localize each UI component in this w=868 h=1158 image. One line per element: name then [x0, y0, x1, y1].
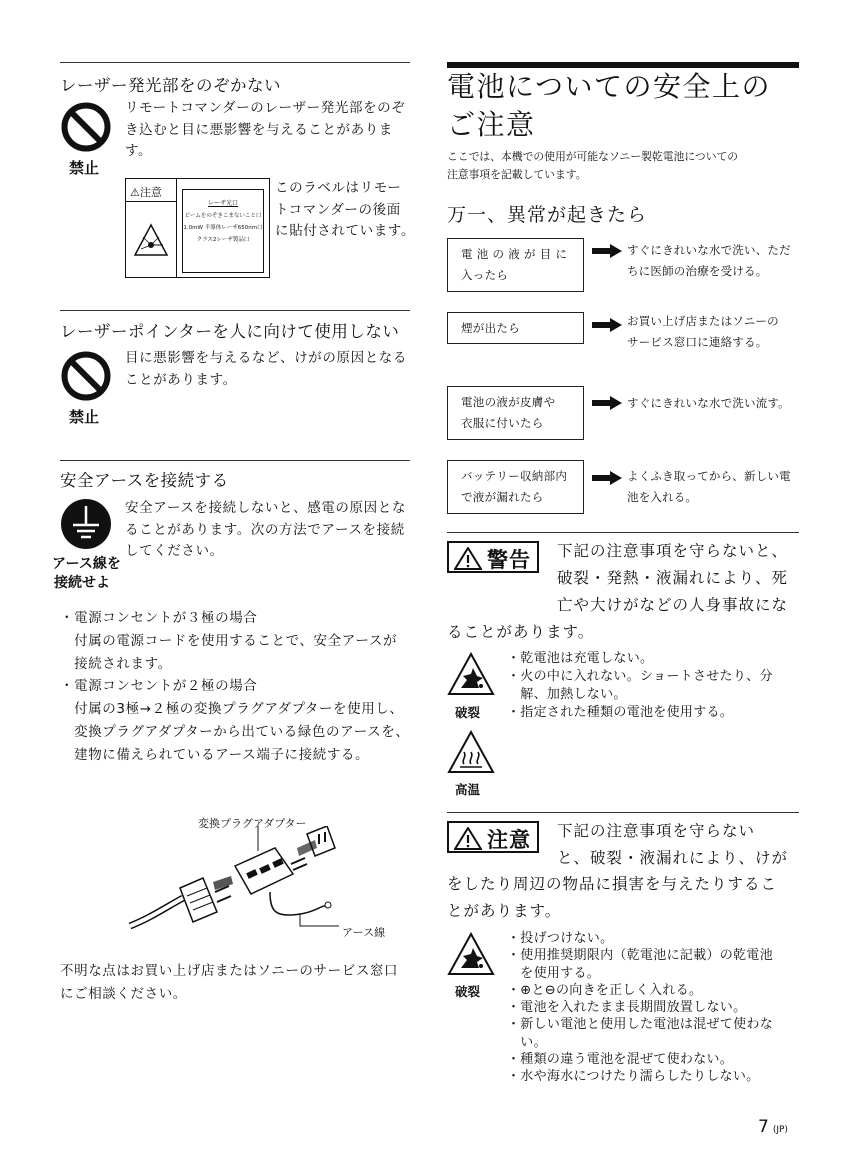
situation-box: バッテリー収納部内 で液が漏れたら: [447, 460, 584, 514]
action-text: お買い上げ店またはソニーの サービス窓口に連絡する。: [627, 314, 779, 349]
ground-icon: [60, 498, 112, 550]
laser-pointer-body: 目に悪影響を与えるなど、けがの原因となる ことがあります。: [125, 350, 407, 388]
section-title-ground: 安全アースを接続する: [60, 471, 229, 490]
action-text: よくふき取ってから、新しい電 池を入れる。: [627, 469, 791, 504]
emergency-title: 万一、異常が起きたら: [447, 204, 648, 226]
explosion-label: 破裂: [455, 705, 481, 720]
section-rule: [447, 812, 799, 813]
caution-items: ・投げつけない。 ・使用推奨期限内（乾電池に記載）の乾電池 を使用する。 ・⊕と⊖の向きを正しく入れる。 ・電池を入れたまま長期間放置しない。 ・新しい電池と使用した電池は混ぜて使わな い。 ・種類の違う電池を混ぜて使わない。 ・水や海水につけたり濡らしたりしない。: [507, 931, 774, 1085]
situation-box: 電池の液が皮膚や 衣服に付いたら: [447, 386, 584, 440]
label-note: このラベルはリモー トコマンダーの後面 に貼付されています。: [275, 180, 415, 239]
label-card: レーザ光口 ビームをのぞきこまないこと口 1.0mW 半導体レーザ650nm口 クラス2レーザ製品口: [182, 189, 264, 273]
action-text: すぐにきれいな水で洗い流す。: [627, 396, 790, 410]
warning-badge: 警告: [447, 541, 539, 573]
arrow-right-icon: [592, 244, 622, 258]
explosion-label: 破裂: [455, 984, 481, 999]
figure-label-ground-wire: アース線: [342, 926, 386, 939]
situation-box: 煙が出たら: [447, 312, 584, 344]
laser-warning-label: [125, 178, 270, 278]
section-title-laser-pointer: レーザーポインターを人に向けて使用しない: [60, 322, 400, 341]
section-rule: [60, 62, 410, 63]
prohibit-label: 禁止: [69, 408, 100, 426]
page-heading: 電池についての安全上の ご注意: [447, 70, 771, 141]
arrow-right-icon: [592, 318, 622, 332]
section-title-laser-emitter: レーザー発光部をのぞかない: [60, 76, 281, 95]
figure-label-adapter: 変換プラグアダプター: [198, 817, 307, 830]
ground-instructions: ・電源コンセントが３極の場合 付属の電源コードを使用することで、安全アースが 接続されます。 ・電源コンセントが２極の場合 付属の3極→２極の変換プラグアダプターを使用し、 変換プラグアダプターから出ている緑色のアースを、 建物に備えられているアース端子に接続する。: [60, 610, 410, 763]
contact-note: 不明な点はお買い上げ店またはソニーのサービス窓口 にご相談ください。: [60, 963, 399, 1002]
warning-text: 下記の注意事項を守らないと、 破裂・発熱・液漏れにより、死 亡や大けがなどの人身事故にな ることがあります。: [447, 542, 789, 641]
prohibition-icon: [60, 350, 112, 402]
action-text: すぐにきれいな水で洗い、ただ ちに医師の治療を受ける。: [627, 243, 791, 278]
explosion-warning-icon: [447, 932, 495, 976]
laser-emitter-body: リモートコマンダーのレーザー発光部をのぞ き込むと目に悪影響を与えることがありま す。: [125, 100, 406, 159]
section-rule: [447, 532, 799, 533]
situation-box: 電 池 の 液 が 目 に 入ったら: [447, 238, 584, 292]
ground-body: 安全アースを接続しないと、感電の原因とな ることがあります。次の方法でアースを接続 してください。: [125, 500, 406, 559]
arrow-right-icon: [592, 471, 622, 485]
laser-hazard-icon: [133, 223, 169, 257]
high-temperature-label: 高温: [455, 782, 481, 797]
page-number: 7 (JP): [758, 1117, 788, 1137]
prohibit-label: 禁止: [69, 159, 100, 177]
plug-adapter-illustration: [125, 826, 355, 941]
high-temperature-icon: [447, 730, 495, 774]
warning-items: ・乾電池は充電しない。 ・火の中に入れない。ショートさせたり、分 解、加熱しない。 ・指定された種類の電池を使用する。: [507, 651, 773, 720]
prohibition-icon: [60, 101, 112, 153]
intro-text: ここでは、本機での使用が可能なソニー製乾電池についての 注意事項を記載しています。: [447, 150, 739, 181]
label-header: ⚠注意: [130, 186, 162, 199]
explosion-warning-icon: [447, 652, 495, 696]
section-rule: [60, 310, 410, 311]
arrow-right-icon: [592, 396, 622, 410]
caution-badge: 注意: [447, 821, 539, 853]
ground-icon-label: アース線を 接続せよ: [52, 556, 121, 591]
caution-text: 下記の注意事項を守らない と、破裂・液漏れにより、けが をしたり周辺の物品に損害を与えたりするこ とがあります。: [447, 822, 789, 920]
section-rule: [60, 460, 410, 461]
